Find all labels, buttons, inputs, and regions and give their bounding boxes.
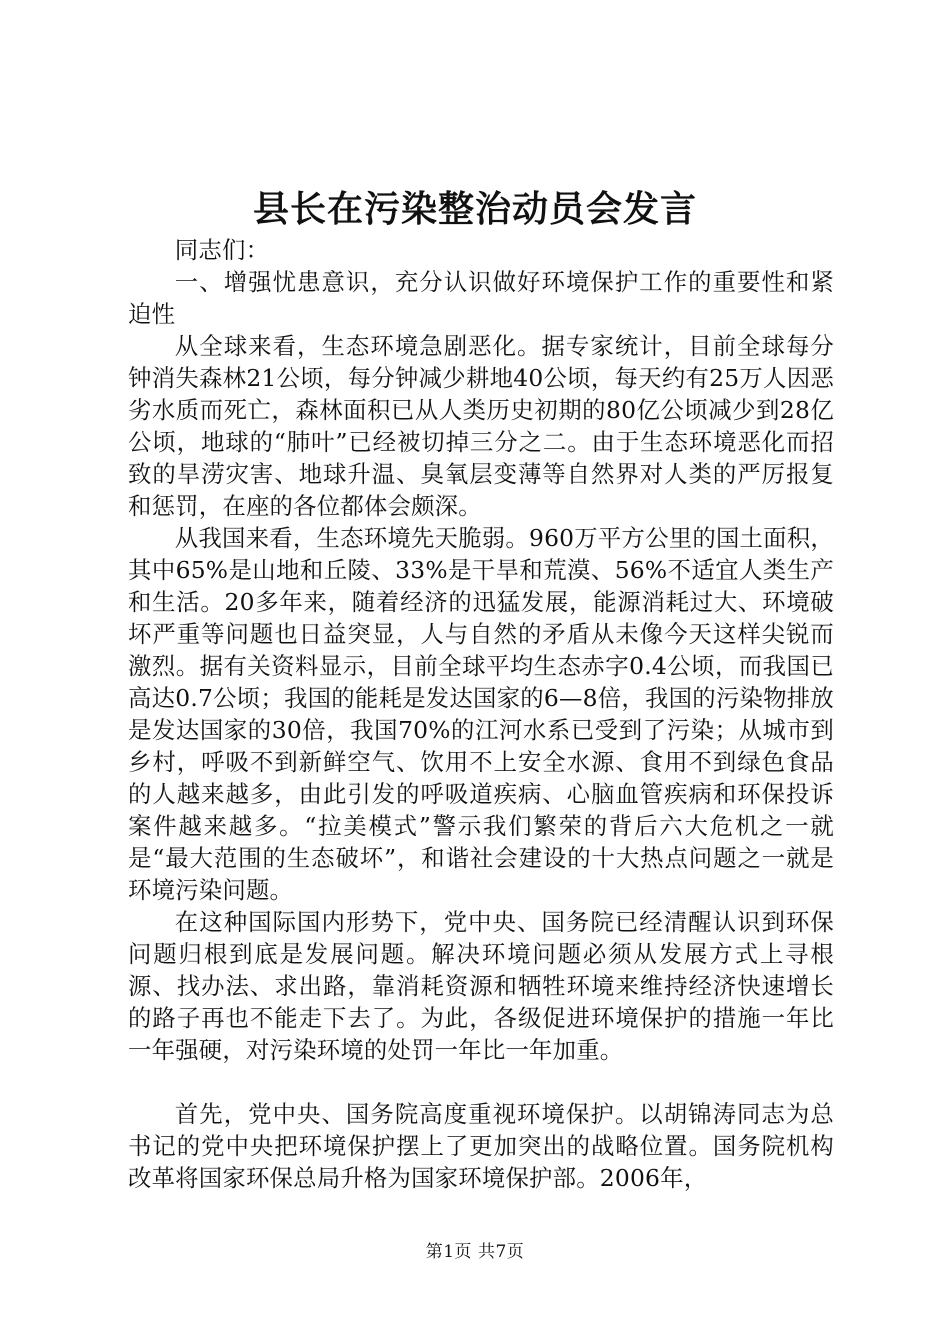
salutation: 同志们： xyxy=(174,236,270,264)
paragraph-china: 从我国来看，生态环境先天脆弱。960万平方公里的国土面积，其中65%是山地和丘陵、33%是干旱和荒漠、56%不适宜人类生产和生活。20多年来，随着经济的迅猛发展，能源消耗过大、环境破坏严重等问题也日益突显，人与自然的矛盾从未像今天这样尖锐而激烈。据有关资料显示，目前全球平均生态赤字0.4公顷，而我国已高达0.7公顷；我国的能耗是发达国家的6—8倍，我国的污染物排放是发达国家的30倍，我国70%的江河水系已受到了污染；从城市到乡村，呼吸不到新鲜空气、饮用不上安全水源、食用不到绿色食品的人越来越多，由此引发的呼吸道疾病、心脑血管疾病和环保投诉案件越来越多。“拉美模式”警示我们繁荣的背后六大危机之一就是“最大范围的生态破坏”，和谐社会建设的十大热点问题之一就是环境污染问题。 xyxy=(128,524,834,904)
paragraph-first: 首先，党中央、国务院高度重视环境保护。以胡锦涛同志为总书记的党中央把环境保护摆上了更加突出的战略位置。国务院机构改革将国家环保总局升格为国家环境保护部。2006年， xyxy=(128,1100,834,1192)
paragraph-situation: 在这种国际国内形势下，党中央、国务院已经清醒认识到环保问题归根到底是发展问题。解决环境问题必须从发展方式上寻根源、找办法、求出路，靠消耗资源和牺牲环境来维持经济快速增长的路子再也不能走下去了。为此，各级促进环境保护的措施一年比一年强硬，对污染环境的处罚一年比一年加重。 xyxy=(128,908,834,1064)
paragraph-global: 从全球来看，生态环境急剧恶化。据专家统计，目前全球每分钟消失森林21公顷，每分钟减少耕地40公顷，每天约有25万人因恶劣水质而死亡，森林面积已从人类历史初期的80亿公顷减少到28亿公顷，地球的“肺叶”已经被切掉三分之二。由于生态环境恶化而招致的旱涝灾害、地球升温、臭氧层变薄等自然界对人类的严厉报复和惩罚，在座的各位都体会颇深。 xyxy=(128,332,834,520)
page-footer: 第1页 共7页 xyxy=(425,1242,525,1262)
section-heading: 一、增强忧患意识，充分认识做好环境保护工作的重要性和紧迫性 xyxy=(128,268,834,328)
document-title: 县长在污染整治动员会发言 xyxy=(252,188,697,230)
document-body xyxy=(128,234,834,1194)
